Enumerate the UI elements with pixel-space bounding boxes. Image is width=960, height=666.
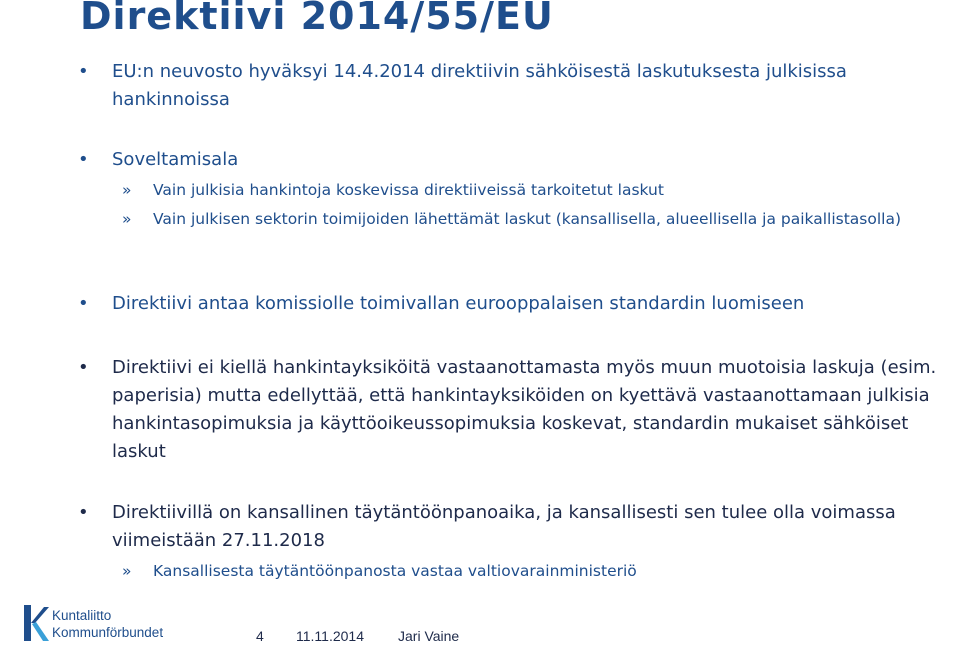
slide-title: Direktiivi 2014/55/EU	[80, 0, 554, 38]
kuntaliitto-k-icon	[22, 603, 50, 643]
sub-bullet-ministry	[122, 558, 912, 585]
sub-bullet-text: Vain julkisia hankintoja koskevissa direktiiveissä tarkoitetut laskut	[153, 181, 664, 199]
bullet-text: • Direktiivi ei kiellä hankintayksiköitä vastaanottamasta myös muun muotoisia laskuja (esim. paperisia) mutta edellyttää, että hankintayksiköiden on kyettävä vastaanottamaan julkisia hankintasopimuksia ja käyttöoikeussopimuksia koskevat, standardin mukaiset sähköiset laskut	[112, 357, 937, 462]
logo-line-1: Kuntaliitto	[52, 608, 112, 623]
bullet-text: • Direktiivillä on kansallinen täytäntöönpanoaika, ja kansallisesti sen tulee olla voimassa viimeistään 27.11.2018	[112, 502, 896, 551]
sub-bullet-marker: »	[122, 210, 132, 228]
sub-bullet-marker: »	[122, 181, 132, 199]
logo-line-2: Kommunförbundet	[52, 625, 164, 640]
sub-bullet-scope-2	[122, 206, 912, 233]
page-number: 4	[256, 628, 264, 644]
sub-bullet-scope-1	[122, 177, 912, 204]
sub-bullet-text: Vain julkisen sektorin toimijoiden lähettämät laskut (kansallisella, alueellisella ja paikallistasolla)	[153, 210, 902, 228]
footer-date: 11.11.2014	[296, 628, 364, 644]
kuntaliitto-logo	[22, 603, 192, 647]
bullet-scope	[80, 146, 940, 174]
sub-bullet-marker: »	[122, 562, 132, 580]
bullet-commission-standard	[80, 290, 940, 318]
bullet-implementation	[80, 499, 940, 555]
bullet-text: • EU:n neuvosto hyväksyi 14.4.2014 direktiivin sähköisestä laskutuksesta julkisissa hankinnoissa	[112, 61, 847, 110]
footer-author: Jari Vaine	[398, 628, 460, 644]
bullet-other-formats	[80, 354, 940, 466]
bullet-text: • Soveltamisala	[112, 149, 239, 170]
bullet-eu-council	[80, 58, 940, 114]
sub-bullet-text: Kansallisesta täytäntöönpanosta vastaa valtiovarainministeriö	[153, 562, 637, 580]
bullet-text: • Direktiivi antaa komissiolle toimivallan eurooppalaisen standardin luomiseen	[112, 293, 805, 314]
